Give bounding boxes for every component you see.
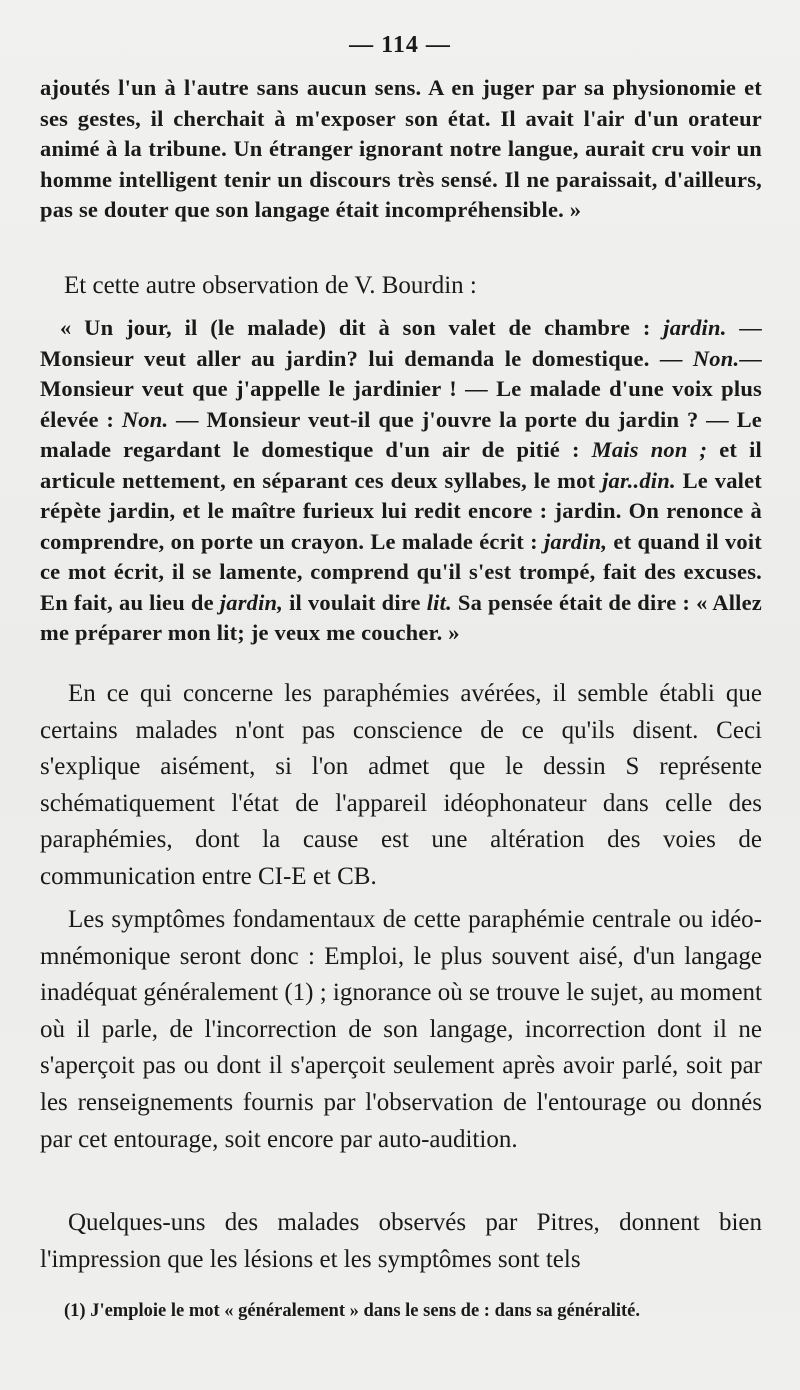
quote-text: — Monsieur veut-il que j'ouvre la porte du jardin ? — Le malade regardant le domestique d'un air de pitié :: [40, 406, 762, 462]
quote-emphasis: jardin.: [663, 315, 727, 340]
quote-emphasis: jar..din.: [602, 467, 676, 493]
quote-text: — Monsieur veut aller au jardin? lui demanda le domestique. —: [40, 315, 762, 371]
quote-text: et il articule nettement, en séparant ces deux syllabes, le mot: [40, 437, 762, 493]
quote-emphasis: jardin,: [543, 528, 608, 554]
quote-text: Le valet répète jardin, et le maître furieux lui redit encore : jardin. On renonce à comprendre, on porte un crayon. Le malade écrit :: [40, 467, 762, 554]
quote-emphasis: Mais non ;: [591, 437, 708, 462]
footnote-mark: (1): [64, 1301, 86, 1321]
quote-text: « Un jour, il (le malade) dit à son valet de chambre :: [60, 315, 664, 340]
paragraph-symptomes: [40, 902, 762, 1158]
paragraph-pitres: Quelques-uns des malades observés par Pitres, donnent bien l'impression que les lésions et les symptômes sont tels: [40, 1209, 762, 1273]
paragraph-text: ; ignorance où se trouve le sujet, au moment où il parle, de l'incorrection de son langage, incorrection dont il ne s'aperçoit pas ou dont il s'aperçoit seulement après avoir parlé, soit par les renseignements fournis par l'observation de l'entourage ou donnés par cet entourage, soit encore par auto-audition.: [40, 979, 762, 1153]
quote-emphasis: jardin,: [219, 589, 284, 615]
footnote-text: J'emploie le mot « généralement » dans le sens de : dans sa généralité.: [85, 1301, 640, 1321]
quote-emphasis: Non.: [692, 345, 740, 371]
quote-emphasis: Non.: [121, 406, 169, 432]
bourdin-quote: [40, 313, 762, 649]
intro-line: Et cette autre observation de V. Bourdin :: [64, 272, 477, 299]
footnote-reference: (1): [284, 979, 314, 1007]
quote-text: Sa pensée était de dire : « Allez me préparer mon lit; je veux me coucher. »: [40, 589, 762, 645]
paragraph-text: Les symptômes fondamentaux de cette paraphémie centrale ou idéo-mnémonique seront donc : Emploi, le plus souvent aisé, d'un langage inadéquat généralement: [40, 906, 762, 1007]
quote-text: — Monsieur veut que j'appelle le jardinier ! — Le malade d'une voix plus élevée :: [40, 345, 762, 432]
page-number: — 114 —: [349, 32, 451, 58]
quote-text: et quand il voit ce mot écrit, il se lamente, comprend qu'il s'est trompé, fait des excuses. En fait, au lieu de: [40, 528, 762, 615]
quote-emphasis: lit.: [426, 589, 452, 615]
quote-text: il voulait dire: [283, 589, 427, 615]
footnote: [40, 1298, 762, 1324]
paragraph-paraphemies: En ce qui concerne les paraphémies avérées, il semble établi que certains malades n'ont pas conscience de ce qu'ils disent. Ceci s'explique aisément, si l'on admet que le dessin S représente schématiquement l'état de l'appareil idéophonateur dans celle des paraphémies, dont la cause est une altération des voies de communication entre CI-E et CB.: [40, 680, 762, 890]
quote-continuation: ajoutés l'un à l'autre sans aucun sens. A en juger par sa physionomie et ses gestes, il cherchait à m'exposer son état. Il avait l'air d'un orateur animé à la tribune. Un étranger ignorant notre langue, aurait cru voir un homme intelligent tenir un discours très sensé. Il ne paraissait, d'ailleurs, pas se douter que son langage était incompréhensible. »: [40, 75, 762, 222]
